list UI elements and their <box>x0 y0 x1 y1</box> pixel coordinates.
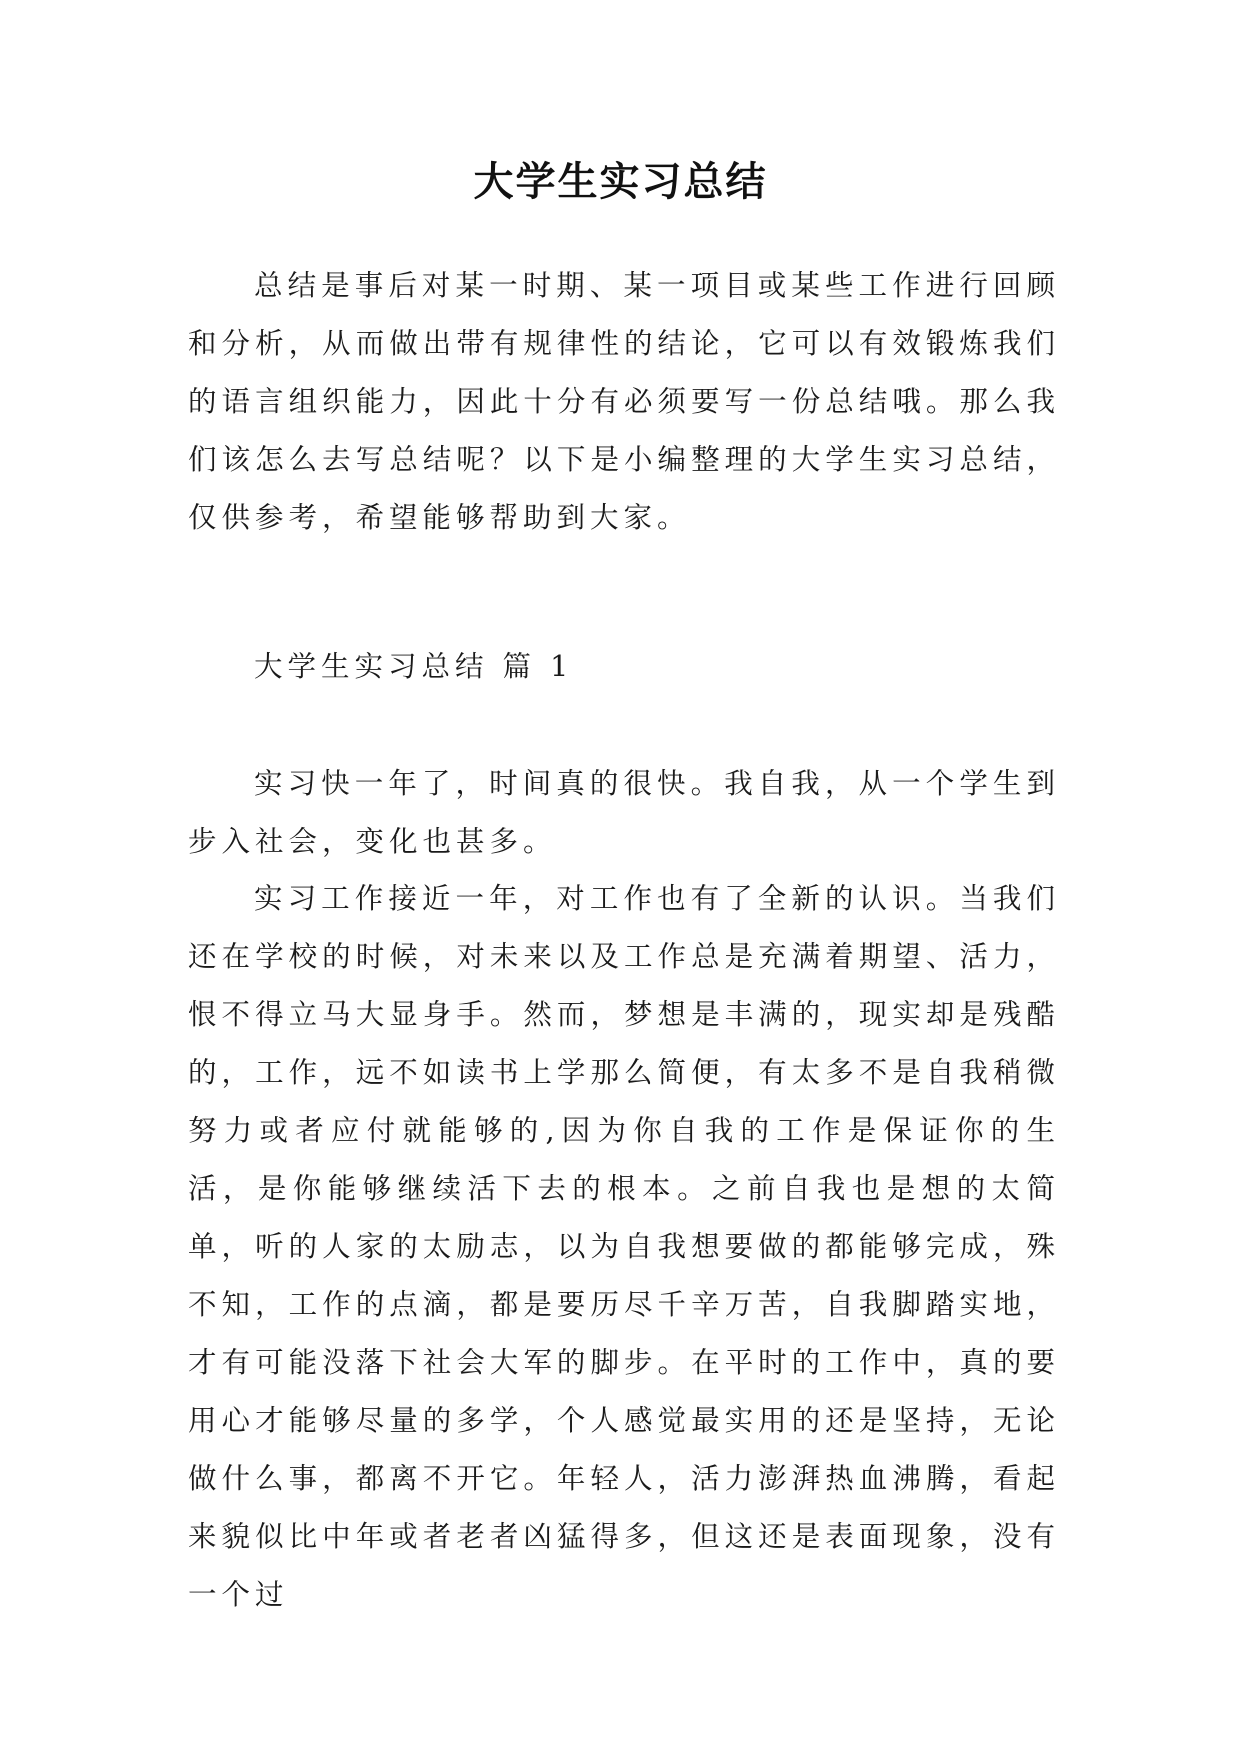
body-paragraph-2: 实习工作接近一年，对工作也有了全新的认识。当我们还在学校的时候，对未来以及工作总是充满着期望、活力，恨不得立马大显身手。然而，梦想是丰满的，现实却是残酷的，工作，远不如读书上学那么简便，有太多不是自我稍微努力或者应付就能够的,因为你自我的工作是保证你的生活，是你能够继续活下去的根本。之前自我也是想的太简单，听的人家的太励志，以为自我想要做的都能够完成，殊不知，工作的点滴，都是要历尽千辛万苦，自我脚踏实地，才有可能没落下社会大军的脚步。在平时的工作中，真的要用心才能够尽量的多学，个人感觉最实用的还是坚持，无论做什么事，都离不开它。年轻人，活力澎湃热血沸腾，看起来貌似比中年或者老者凶猛得多，但这还是表面现象，没有一个过 <box>188 882 1060 1611</box>
section-heading: 大学生实习总结 篇 1 <box>254 650 574 683</box>
intro-paragraph: 总结是事后对某一时期、某一项目或某些工作进行回顾和分析，从而做出带有规律性的结论，它可以有效锻炼我们的语言组织能力，因此十分有必须要写一份总结哦。那么我们该怎么去写总结呢？以下是小编整理的大学生实习总结，仅供参考，希望能够帮助到大家。 <box>188 269 1060 534</box>
body-paragraph-1: 实习快一年了，时间真的很快。我自我，从一个学生到步入社会，变化也甚多。 <box>188 767 1060 858</box>
page-title: 大学生实习总结 <box>473 159 768 205</box>
